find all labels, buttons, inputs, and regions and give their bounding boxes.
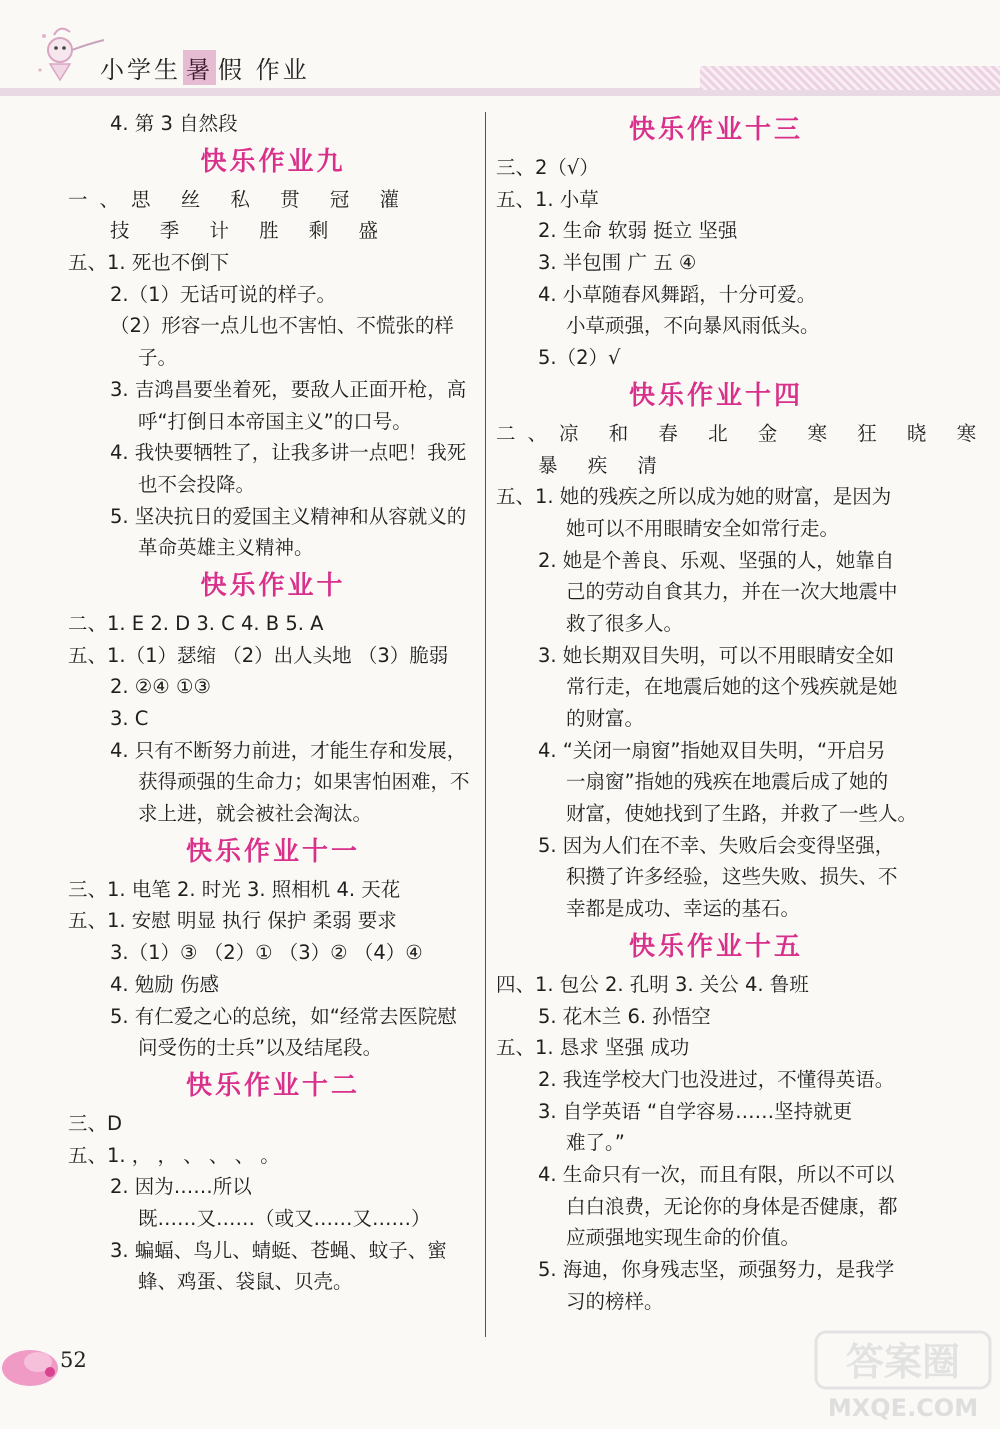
answer-line: 子。 [138,346,178,370]
answer-line: 三、2（√） [496,156,599,179]
answer-line: 一扇窗”指她的残疾在地震后成了她的 [566,770,889,794]
section-title: 快乐作业十 [200,570,346,601]
answer-line: 五、1. 恳求 坚强 成功 [496,1036,690,1060]
right-column [496,108,989,1317]
section-title: 快乐作业十四 [628,380,803,411]
answer-line: 五、1. 她的残疾之所以成为她的财富，是因为 [496,485,892,509]
answer-line: 3.（1）③ （2）① （3）② （4）④ [110,941,423,965]
answer-line: 五、1. 小草 [496,187,599,211]
answer-line: 四、1. 包公 2. 孔明 3. 关公 4. 鲁班 [496,972,809,996]
answer-line: 三、D [68,1111,123,1135]
answer-line: 习的榜样。 [566,1289,664,1313]
answer-line: 白白浪费，无论你的身体是否健康，都 [566,1194,898,1218]
answer-line: 3. 她长期双目失明，可以不用眼睛安全如 [538,643,895,667]
answer-line: 5. 有仁爱之心的总统，如“经常去医院慰 [110,1004,457,1028]
answer-line: 二、1. E 2. D 3. C 4. B 5. A [68,611,324,635]
answer-line: 4. 勉励 伤感 [110,972,220,996]
header-title: 小学生 暑 假 作业 [100,50,310,85]
answer-line: 己的劳动自食其力，并在一次大地震中 [566,580,898,604]
answer-line: 2. 我连学校大门也没进过，不懂得英语。 [538,1067,895,1091]
answer-line: 革命英雄主义精神。 [138,536,314,560]
answer-line: 幸都是成功、幸运的基石。 [566,897,801,921]
answer-line: 2. ②④ ①③ [110,675,211,699]
answer-line: 暴 疾 清 [538,453,669,477]
answer-line: 五、1. 死也不倒下 [68,251,230,275]
column-divider [485,112,486,1337]
answer-line: 3. C [110,707,149,730]
answer-line: 5.（2）√ [538,346,621,370]
answer-line: 应顽强地实现生命的价值。 [566,1226,801,1250]
answer-line: 4. 只有不断努力前进，才能生存和发展， [110,738,467,762]
answer-line: 的财富。 [566,707,645,730]
answer-line: 既……又……（或又……又……） [138,1206,431,1230]
answer-line: 2.（1）无话可说的样子。 [110,282,337,306]
section-title: 快乐作业十一 [185,836,360,867]
svg-text:MXQE.COM: MXQE.COM [827,1394,979,1422]
answer-line: 呼“打倒日本帝国主义”的口号。 [138,409,412,433]
answer-line: 救了很多人。 [566,611,684,635]
fairy-icon [36,22,106,84]
answer-line: 五、1. 安慰 明显 执行 保护 柔弱 要求 [68,909,397,933]
answer-line: 蜂、鸡蛋、袋鼠、贝壳。 [138,1270,353,1294]
answer-line: 技 季 计 胜 剩 盛 [110,219,390,243]
answer-line: 她可以不用眼睛安全如常行走。 [566,516,840,540]
watermark-logo [812,1328,994,1423]
section-title: 快乐作业十三 [628,115,803,145]
page-number: 52 [60,1348,87,1372]
answer-line: 3. 自学英语 “自学容易……坚持就更 [538,1099,853,1123]
left-column [68,108,478,1298]
answer-line: 难了。” [566,1131,625,1155]
answer-line: 4. 我快要牺牲了，让我多讲一点吧！我死 [110,441,467,465]
answer-line: 2. 因为……所以 [110,1175,252,1199]
answer-line: 获得顽强的生命力；如果害怕困难，不 [138,770,470,794]
header-pattern-strip [700,66,1000,90]
svg-text:答案圈: 答案圈 [845,1340,961,1384]
answer-line: 财富，使她找到了生路，并救了一些人。 [566,802,918,826]
answer-line: 一、思 丝 私 贯 冠 灌 [68,187,411,211]
answer-line: 问受伤的士兵”以及结尾段。 [138,1036,383,1060]
answer-line: 4. 第 3 自然段 [110,112,238,135]
answer-line: 3. 吉鸿昌要坐着死，要敌人正面开枪，高 [110,377,467,401]
answer-line: 5. 花木兰 6. 孙悟空 [538,1004,711,1028]
answer-line: 3. 蝙蝠、鸟儿、蜻蜓、苍蝇、蚊子、蜜 [110,1238,447,1262]
answer-line: 小草顽强，不向暴风雨低头。 [566,314,820,338]
answer-line: 5. 坚决抗日的爱国主义精神和从容就义的 [110,504,467,528]
answer-line: 4. 生命只有一次，而且有限，所以不可以 [538,1162,895,1186]
section-title: 快乐作业十五 [628,931,803,962]
answer-line: 五、1.（1）瑟缩 （2）出人头地 （3）脆弱 [68,643,449,667]
section-title: 快乐作业九 [200,146,346,177]
section-title: 快乐作业十二 [185,1070,360,1101]
answer-line: 也不会投降。 [138,472,256,496]
answer-line: 求上进，就会被社会淘汰。 [138,802,373,826]
answer-line: 五、1. ， ， 、 、 、 。 [68,1143,280,1167]
answer-line: 4. “关闭一扇窗”指她双目失明，“开启另 [538,738,886,762]
answer-line: （2）形容一点儿也不害怕、不慌张的样 [110,314,454,338]
answer-line: 5. 因为人们在不幸、失败后会变得坚强， [538,833,895,857]
answer-line: 4. 小草随春风舞蹈，十分可爱。 [538,282,817,306]
answer-line: 2. 她是个善良、乐观、坚强的人，她靠自 [538,548,895,572]
answer-line: 5. 海迪，你身残志坚，顽强努力，是我学 [538,1258,895,1281]
answer-line: 积攒了许多经验，这些失败、损失、不 [566,865,898,889]
answer-line: 二、凉 和 春 北 金 寒 狂 晓 寒 [496,421,989,445]
answer-line: 3. 半包围 广 五 ④ [538,251,697,275]
answer-line: 常行走，在地震后她的这个残疾就是她 [566,675,898,699]
answer-line: 2. 生命 软弱 挺立 坚强 [538,219,738,243]
answer-line: 三、1. 电笔 2. 时光 3. 照相机 4. 天花 [68,877,401,901]
